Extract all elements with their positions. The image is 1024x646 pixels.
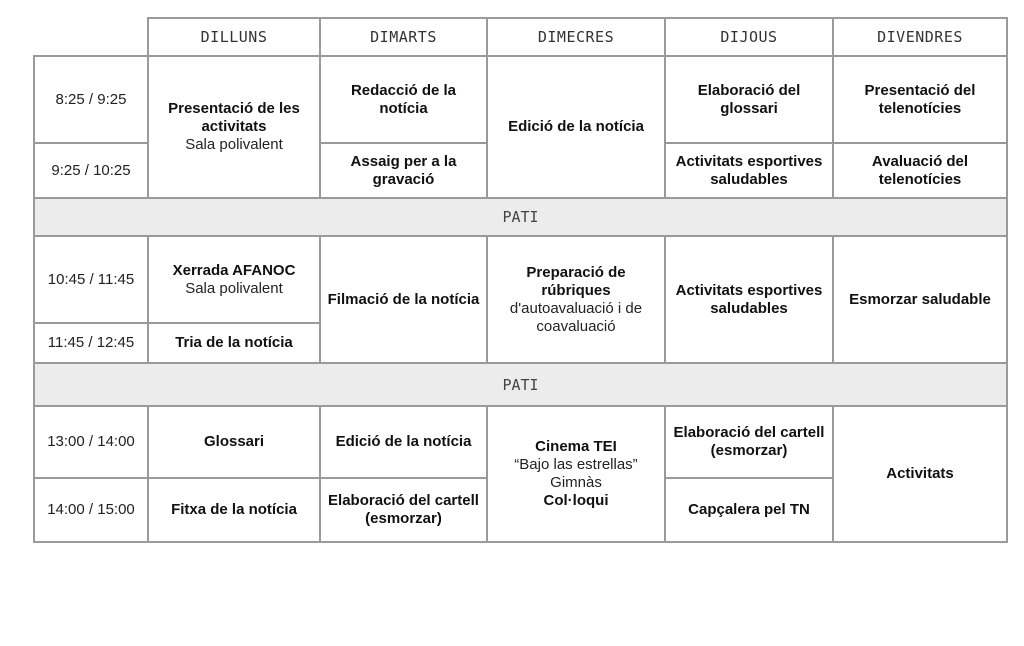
cell-thu-slot6	[665, 478, 833, 542]
activity-title: Filmació de la notícia	[327, 290, 480, 308]
activity-title: Glossari	[203, 433, 265, 450]
activity-title: Xerrada AFANOC	[172, 261, 296, 279]
cell-tue-slot2	[320, 143, 487, 198]
activity-title: Preparació de rúbriques	[526, 263, 626, 299]
cell-thu-block2	[665, 236, 833, 363]
schedule-table	[33, 17, 1008, 543]
activity-title: Edició de la notícia	[335, 433, 472, 450]
activity-title: Avaluació del telenotícies	[871, 152, 969, 188]
activity-title: Elaboració del cartell (esmorzar)	[673, 424, 825, 459]
activity-title: Fitxa de la notícia	[171, 501, 297, 518]
time-slot-2: 9:25 / 10:25	[34, 143, 148, 198]
cell-tue-slot6	[320, 478, 487, 542]
cell-wed-block1	[487, 56, 665, 198]
time-slot-1: 8:25 / 9:25	[34, 56, 148, 143]
activity-location: Sala polivalent	[185, 136, 283, 153]
activity-title: Edició de la notícia	[508, 118, 644, 135]
day-header-wednesday: DIMECRES	[487, 18, 665, 56]
cell-mon-slot5	[148, 406, 320, 478]
activity-title: Elaboració del glossari	[697, 81, 801, 117]
cell-tue-slot5	[320, 406, 487, 478]
cell-thu-slot2	[665, 143, 833, 198]
activity-location: Sala polivalent	[185, 279, 283, 297]
cell-fri-block3	[833, 406, 1007, 542]
day-header-tuesday: DIMARTS	[320, 18, 487, 56]
cell-fri-block2	[833, 236, 1007, 363]
day-header-monday: DILLUNS	[148, 18, 320, 56]
activity-title: Presentació del telenotícies	[864, 81, 976, 117]
activity-title: Tria de la notícia	[175, 334, 293, 351]
activity-title: Capçalera pel TN	[688, 501, 810, 518]
cell-tue-block2	[320, 236, 487, 363]
cell-wed-block2	[487, 236, 665, 363]
activity-title: Presentació de les activitats	[168, 100, 300, 135]
cell-fri-slot1	[833, 56, 1007, 143]
activity-title: Cinema TEI	[535, 438, 617, 455]
day-header-friday: DIVENDRES	[833, 18, 1007, 56]
activity-subtitle: d'autoavaluació i de coavaluació	[509, 299, 643, 335]
activity-extra: Col·loqui	[543, 492, 609, 509]
time-slot-6: 14:00 / 15:00	[34, 478, 148, 542]
activity-title: Redacció de la notícia	[350, 81, 457, 117]
cell-thu-slot5	[665, 406, 833, 478]
cell-mon-slot4	[148, 323, 320, 363]
time-slot-4: 11:45 / 12:45	[34, 323, 148, 363]
cell-tue-slot1	[320, 56, 487, 143]
break-row-2: PATI	[34, 363, 1007, 406]
cell-fri-slot2	[833, 143, 1007, 198]
activity-title: Activitats esportives saludables	[675, 152, 823, 188]
day-header-thursday: DIJOUS	[665, 18, 833, 56]
cell-mon-slot6	[148, 478, 320, 542]
corner-cell	[34, 18, 148, 56]
cell-mon-block1	[148, 56, 320, 198]
cell-thu-slot1	[665, 56, 833, 143]
activity-film: “Bajo las estrellas”	[514, 456, 638, 473]
activity-location: Gimnàs	[550, 474, 602, 491]
time-slot-5: 13:00 / 14:00	[34, 406, 148, 478]
header-row	[34, 18, 1007, 56]
activity-title: Assaig per a la gravació	[350, 152, 457, 188]
activity-title: Esmorzar saludable	[849, 290, 991, 308]
activity-title: Elaboració del cartell (esmorzar)	[328, 492, 479, 527]
cell-mon-slot3	[148, 236, 320, 323]
time-slot-3: 10:45 / 11:45	[34, 236, 148, 323]
break-row-1: PATI	[34, 198, 1007, 236]
activity-title: Activitats	[886, 465, 954, 482]
cell-wed-block3	[487, 406, 665, 542]
activity-title: Activitats esportives saludables	[675, 281, 823, 317]
